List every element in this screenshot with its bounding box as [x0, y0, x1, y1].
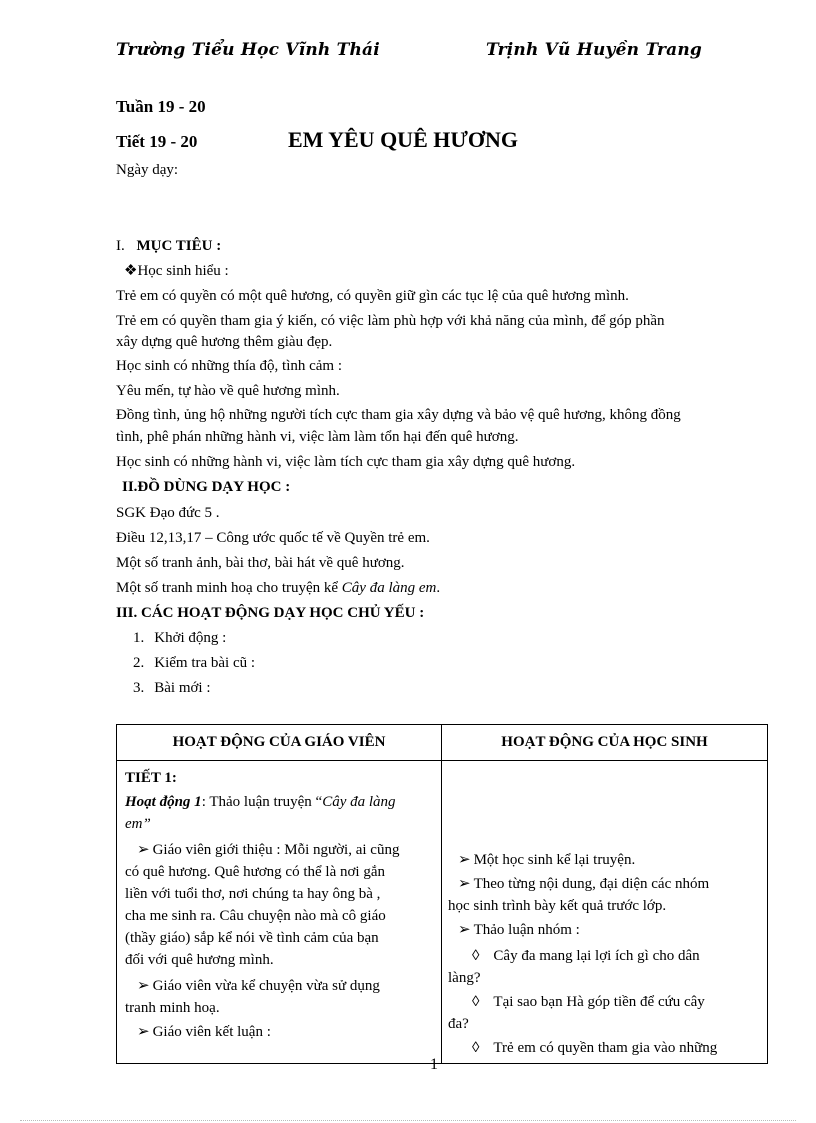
story-title: Cây đa làng — [322, 794, 396, 810]
objective-line: Trẻ em có quyền có một quê hương, có quyền giữ gìn các tục lệ của quê hương mình. — [116, 288, 629, 304]
teacher-line-text: Giáo viên kết luận : — [152, 1024, 271, 1040]
objectives-intro-text: Học sinh hiểu : — [137, 263, 229, 279]
student-line-text: Theo từng nội dung, đại diện các nhóm — [473, 876, 710, 892]
section-activities-heading: III. CÁC HOẠT ĐỘNG DẠY HỌC CHỦ YẾU : — [116, 605, 425, 621]
section-number: I. — [116, 238, 125, 254]
objective-line: Trẻ em có quyền tham gia ý kiến, có việc làm phù hợp với khả năng của mình, để góp phần — [116, 313, 665, 329]
diamond-icon: ◊ — [472, 994, 480, 1010]
teacher-activity-cell — [117, 761, 442, 1064]
teacher-column-header: HOẠT ĐỘNG CỦA GIÁO VIÊN — [117, 725, 442, 761]
student-activity-cell — [442, 761, 768, 1064]
material-item-text: Một số tranh minh hoạ cho truyện kể — [116, 580, 342, 596]
lesson-title: EM YÊU QUÊ HƯƠNG — [288, 127, 518, 152]
question-text: Tại sao bạn Hà góp tiền để cứu cây — [493, 994, 705, 1010]
discussion-question-cont: làng? — [448, 970, 481, 986]
student-column-header: HOẠT ĐỘNG CỦA HỌC SINH — [442, 725, 768, 761]
diamond-bullet-icon: ❖ — [124, 263, 138, 279]
discussion-question — [472, 991, 705, 1013]
story-title-cont: em” — [125, 816, 151, 832]
section-objectives-heading — [116, 235, 221, 257]
diamond-icon: ◊ — [472, 1040, 480, 1056]
material-item — [116, 577, 440, 599]
story-title: Cây đa làng em — [341, 580, 437, 596]
student-line — [458, 873, 709, 895]
objective-line: Học sinh có những thía độ, tình cảm : — [116, 358, 343, 374]
diamond-icon: ◊ — [472, 948, 480, 964]
arrow-bullet-icon: ➢ — [458, 852, 471, 868]
teacher-line-text: Giáo viên vừa kể chuyện vừa sử dụng — [152, 978, 380, 994]
period-heading: TIẾT 1: — [125, 770, 177, 786]
teacher-line: cha me sinh ra. Câu chuyện nào mà cô giáo — [125, 908, 386, 924]
objective-line: Học sinh có những hành vi, việc làm tích cực tham gia xây dựng quê hương. — [116, 454, 576, 470]
table-row — [117, 761, 768, 1064]
teacher-line — [137, 975, 380, 997]
step-label: Kiểm tra bài cũ : — [154, 655, 256, 671]
teacher-line: đối với quê hương mình. — [125, 952, 274, 968]
objectives-intro — [124, 260, 229, 282]
page-number: 1 — [430, 1056, 438, 1073]
objective-line: Yêu mến, tự hào về quê hương mình. — [116, 383, 340, 399]
activity-text: : Thảo luận truyện “ — [201, 794, 323, 810]
date-label: Ngày dạy: — [116, 162, 179, 178]
arrow-bullet-icon: ➢ — [137, 842, 150, 858]
student-line — [458, 849, 635, 871]
arrow-bullet-icon: ➢ — [137, 1024, 150, 1040]
week-label: Tuần 19 - 20 — [116, 97, 206, 116]
step-number: 1. — [133, 630, 145, 646]
material-item: Điều 12,13,17 – Công ước quốc tế về Quyền trẻ em. — [116, 530, 430, 546]
discussion-question — [472, 1037, 717, 1059]
material-item: Một số tranh ảnh, bài thơ, bài hát về quê hương. — [116, 555, 405, 571]
question-text: Trẻ em có quyền tham gia vào những — [493, 1040, 718, 1056]
activity-step — [133, 652, 255, 674]
arrow-bullet-icon: ➢ — [137, 978, 150, 994]
objective-line: xây dựng quê hương thêm giàu đẹp. — [116, 334, 333, 350]
activity-step — [133, 627, 226, 649]
objective-line: tình, phê phán những hành vi, việc làm làm tổn hại đến quê hương. — [116, 429, 519, 445]
activity-title — [125, 791, 396, 813]
school-name: Trường Tiểu Học Vĩnh Thái — [116, 40, 380, 60]
student-line-text: Thảo luận nhóm : — [473, 922, 580, 938]
section-materials-heading: II.ĐỒ DÙNG DẠY HỌC : — [122, 479, 291, 495]
material-item-suffix: . — [436, 580, 441, 596]
discussion-question-cont: đa? — [448, 1016, 469, 1032]
activities-table — [116, 724, 768, 1064]
teacher-line — [137, 1021, 271, 1043]
step-number: 2. — [133, 655, 145, 671]
objective-line: Đồng tình, ủng hộ những người tích cực tham gia xây dựng và bảo vệ quê hương, không đồng — [116, 407, 681, 423]
teacher-line-text: Giáo viên giới thiệu : Mỗi người, ai cũng — [152, 842, 400, 858]
student-line: học sinh trình bày kết quả trước lớp. — [448, 898, 667, 914]
teacher-line: (thầy giáo) sắp kể nói về tình cảm của bạn — [125, 930, 379, 946]
period-label: Tiết 19 - 20 — [116, 132, 198, 151]
material-item: SGK Đạo đức 5 . — [116, 505, 220, 521]
step-number: 3. — [133, 680, 145, 696]
discussion-question — [472, 945, 700, 967]
teacher-line: có quê hương. Quê hương có thể là nơi gắn — [125, 864, 385, 880]
activity-label: Hoạt động 1 — [125, 794, 202, 810]
page-edge-divider — [20, 1120, 796, 1121]
teacher-line: tranh minh hoạ. — [125, 1000, 220, 1016]
activity-step — [133, 677, 211, 699]
question-text: Cây đa mang lại lợi ích gì cho dân — [493, 948, 700, 964]
arrow-bullet-icon: ➢ — [458, 922, 471, 938]
teacher-line: liền với tuổi thơ, nơi chúng ta hay ông bà , — [125, 886, 381, 902]
student-line-text: Một học sinh kể lại truyện. — [473, 852, 636, 868]
step-label: Bài mới : — [154, 680, 211, 696]
table-header-row — [117, 725, 768, 761]
section-title: MỤC TIÊU : — [136, 238, 222, 254]
step-label: Khởi động : — [154, 630, 227, 646]
teacher-line — [137, 839, 399, 861]
teacher-name: Trịnh Vũ Huyền Trang — [486, 40, 702, 60]
student-line — [458, 919, 580, 941]
arrow-bullet-icon: ➢ — [458, 876, 471, 892]
